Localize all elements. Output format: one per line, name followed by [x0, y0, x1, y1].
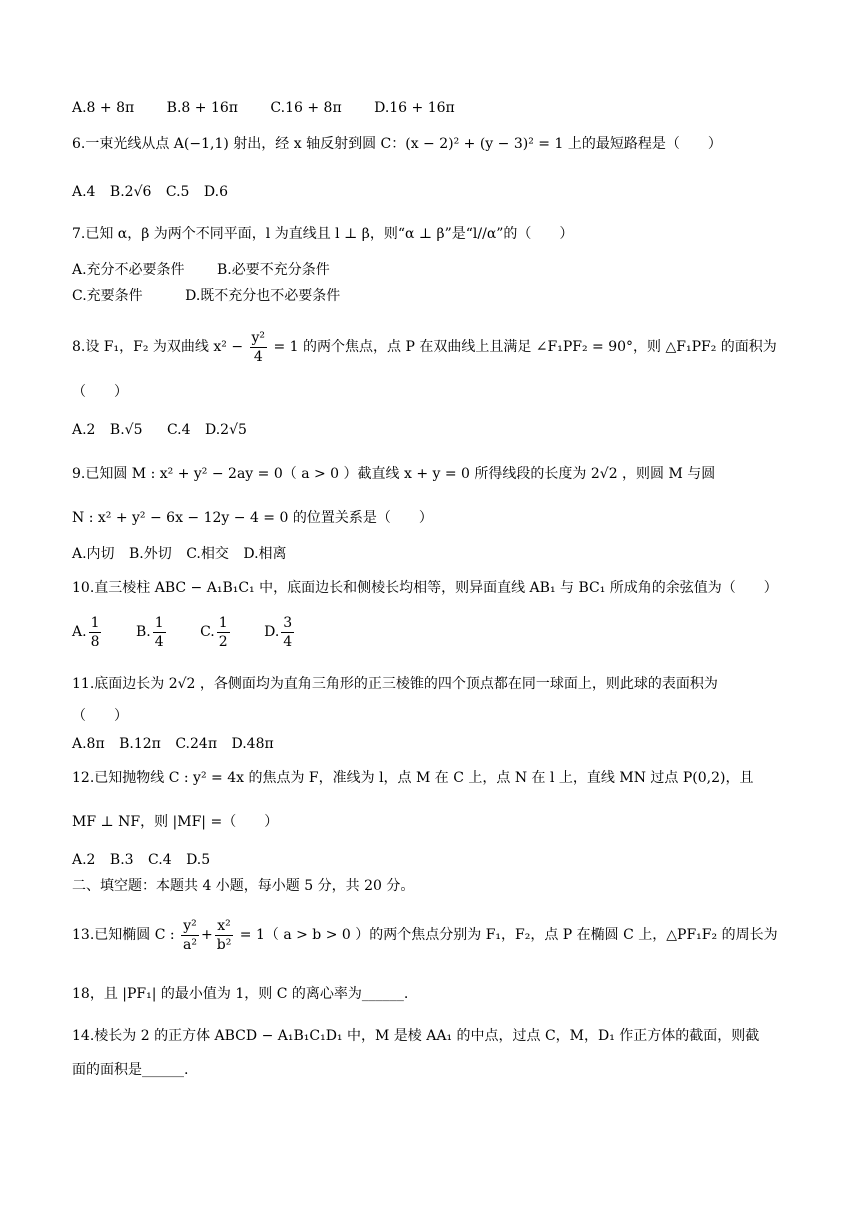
q10-option-a-label: A. [72, 624, 87, 640]
q8-option-b: B.√5 [109, 422, 143, 438]
q10-option-c [200, 614, 232, 650]
q11-stem-b: （ ） [72, 708, 128, 724]
q8-stem-a: 8.设 F₁，F₂ 为双曲线 x² − [72, 339, 244, 355]
q13-plus: + [201, 927, 213, 943]
q5-option-b: B.8 + 16π [166, 100, 238, 116]
q11-stem-a: 11.底面边长为 2√2 ，各侧面均为直角三角形的正三棱锥的四个顶点都在同一球面上，则此球的表面积为 [72, 676, 718, 692]
q13-stem-a: 13.已知椭圆 C : [72, 927, 175, 943]
q10-a-den: 8 [90, 633, 100, 650]
q13-fraction-2 [215, 917, 234, 954]
q10-d-den: 4 [283, 633, 293, 650]
q7-stem: 7.已知 α，β 为两个不同平面，l 为直线且 l ⊥ β，则“α ⊥ β”是“l//α”的（ ） [72, 226, 574, 242]
q8-option-c: C.4 [166, 422, 191, 438]
q7-option-d: D.既不充分也不必要条件 [185, 288, 341, 304]
q11-option-b: B.12π [119, 736, 161, 752]
q10-option-b-fraction [153, 614, 166, 651]
q10-b-den: 4 [154, 633, 164, 650]
q13-stem-b: = 1（ a > b > 0 ）的两个焦点分别为 F₁，F₂，点 P 在椭圆 C 上，△PF₁F₂ 的周长为 [239, 927, 778, 943]
q11-options [72, 734, 792, 754]
q13-fraction-1 [181, 917, 199, 954]
q12-option-a: A.2 [72, 852, 96, 868]
q5-option-c: C.16 + 8π [270, 100, 342, 116]
section-title: 二、填空题：本题共 4 小题，每小题 5 分，共 20 分。 [72, 878, 415, 894]
q5-option-a: A.8 + 8π [72, 100, 135, 116]
q9-option-d: D.相离 [243, 546, 287, 562]
q11-option-d: D.48π [231, 736, 274, 752]
q10-a-num: 1 [90, 614, 100, 631]
q12-option-d: D.5 [186, 852, 211, 868]
q5-options [72, 98, 792, 118]
q11-option-c: C.24π [175, 736, 218, 752]
q12-option-c: C.4 [148, 852, 172, 868]
q7-option-b: B.必要不充分条件 [217, 262, 330, 278]
q13-f1-num: y² [183, 917, 197, 934]
q13-stem-c: 18，且 |PF₁| 的最小值为 1，则 C 的离心率为______. [72, 986, 409, 1002]
q12-stem-a: 12.已知抛物线 C : y² = 4x 的焦点为 F，准线为 l，点 M 在 C 上，点 N 在 l 上，直线 MN 过点 P(0,2)，且 [72, 770, 754, 786]
q7-option-c: C.充要条件 [72, 288, 143, 304]
q13-stem [72, 914, 792, 956]
q10-option-a-fraction [89, 614, 102, 651]
q10-stem: 10.直三棱柱 ABC − A₁B₁C₁ 中，底面边长和侧棱长均相等，则异面直线 AB₁ 与 BC₁ 所成角的余弦值为（ ） [72, 580, 778, 596]
q10-option-a [72, 614, 103, 650]
q8-stem-c: （ ） [72, 384, 128, 400]
q8-options [72, 420, 792, 440]
q10-option-c-fraction [217, 614, 230, 651]
q10-options [72, 612, 792, 652]
q14-stem-a: 14.棱长为 2 的正方体 ABCD − A₁B₁C₁D₁ 中，M 是棱 AA₁ 的中点，过点 C，M，D₁ 作正方体的截面，则截 [72, 1028, 760, 1044]
q9-option-c: C.相交 [186, 546, 229, 562]
q6-stem: 6.一束光线从点 A(−1,1) 射出，经 x 轴反射到圆 C：(x − 2)² + (y − 3)² = 1 上的最短路程是（ ） [72, 136, 722, 152]
q9-stem-a: 9.已知圆 M : x² + y² − 2ay = 0（ a > 0 ）截直线 x + y = 0 所得线段的长度为 2√2 ，则圆 M 与圆 [72, 466, 716, 482]
q9-stem-b: N : x² + y² − 6x − 12y − 4 = 0 的位置关系是（ ） [72, 510, 433, 526]
q6-option-c: C.5 [165, 184, 190, 200]
q12-options [72, 850, 792, 870]
q14-stem-b: 面的面积是______. [72, 1062, 189, 1078]
q9-option-a: A.内切 [72, 546, 115, 562]
q8-option-a: A.2 [72, 422, 96, 438]
q8-stem-b: = 1 的两个焦点，点 P 在双曲线上且满足 ∠F₁PF₂ = 90°，则 △F₁PF₂ 的面积为 [273, 339, 777, 355]
q8-fraction [250, 329, 268, 366]
q10-option-d-label: D. [264, 624, 280, 640]
q10-b-num: 1 [154, 614, 164, 631]
q11-option-a: A.8π [72, 736, 105, 752]
q10-option-d [264, 614, 296, 650]
q7-options-row2 [72, 286, 792, 306]
q10-c-num: 1 [218, 614, 228, 631]
q13-f1-den: a² [183, 936, 198, 953]
q6-option-b: B.2√6 [109, 184, 152, 200]
q12-stem-b: MF ⊥ NF，则 |MF| =（ ） [72, 814, 279, 830]
q10-option-b [135, 614, 168, 650]
q7-options-row1 [72, 260, 792, 280]
q8-stem [72, 328, 792, 366]
q8-option-d: D.2√5 [204, 422, 247, 438]
q13-f2-den: b² [216, 936, 232, 953]
q10-d-num: 3 [283, 614, 293, 631]
q7-option-a: A.充分不必要条件 [72, 262, 185, 278]
q9-options [72, 544, 792, 564]
q8-frac-num: y² [251, 329, 266, 346]
q8-frac-den: 4 [253, 348, 263, 365]
q6-option-a: A.4 [72, 184, 96, 200]
q6-option-d: D.6 [203, 184, 228, 200]
q9-option-b: B.外切 [129, 546, 172, 562]
q10-option-c-label: C. [200, 624, 215, 640]
q5-option-d: D.16 + 16π [374, 100, 455, 116]
q6-options [72, 182, 792, 202]
q10-option-d-fraction [281, 614, 294, 651]
q13-f2-num: x² [217, 917, 231, 934]
q10-c-den: 2 [218, 633, 228, 650]
q10-option-b-label: B. [135, 624, 151, 640]
q12-option-b: B.3 [109, 852, 134, 868]
